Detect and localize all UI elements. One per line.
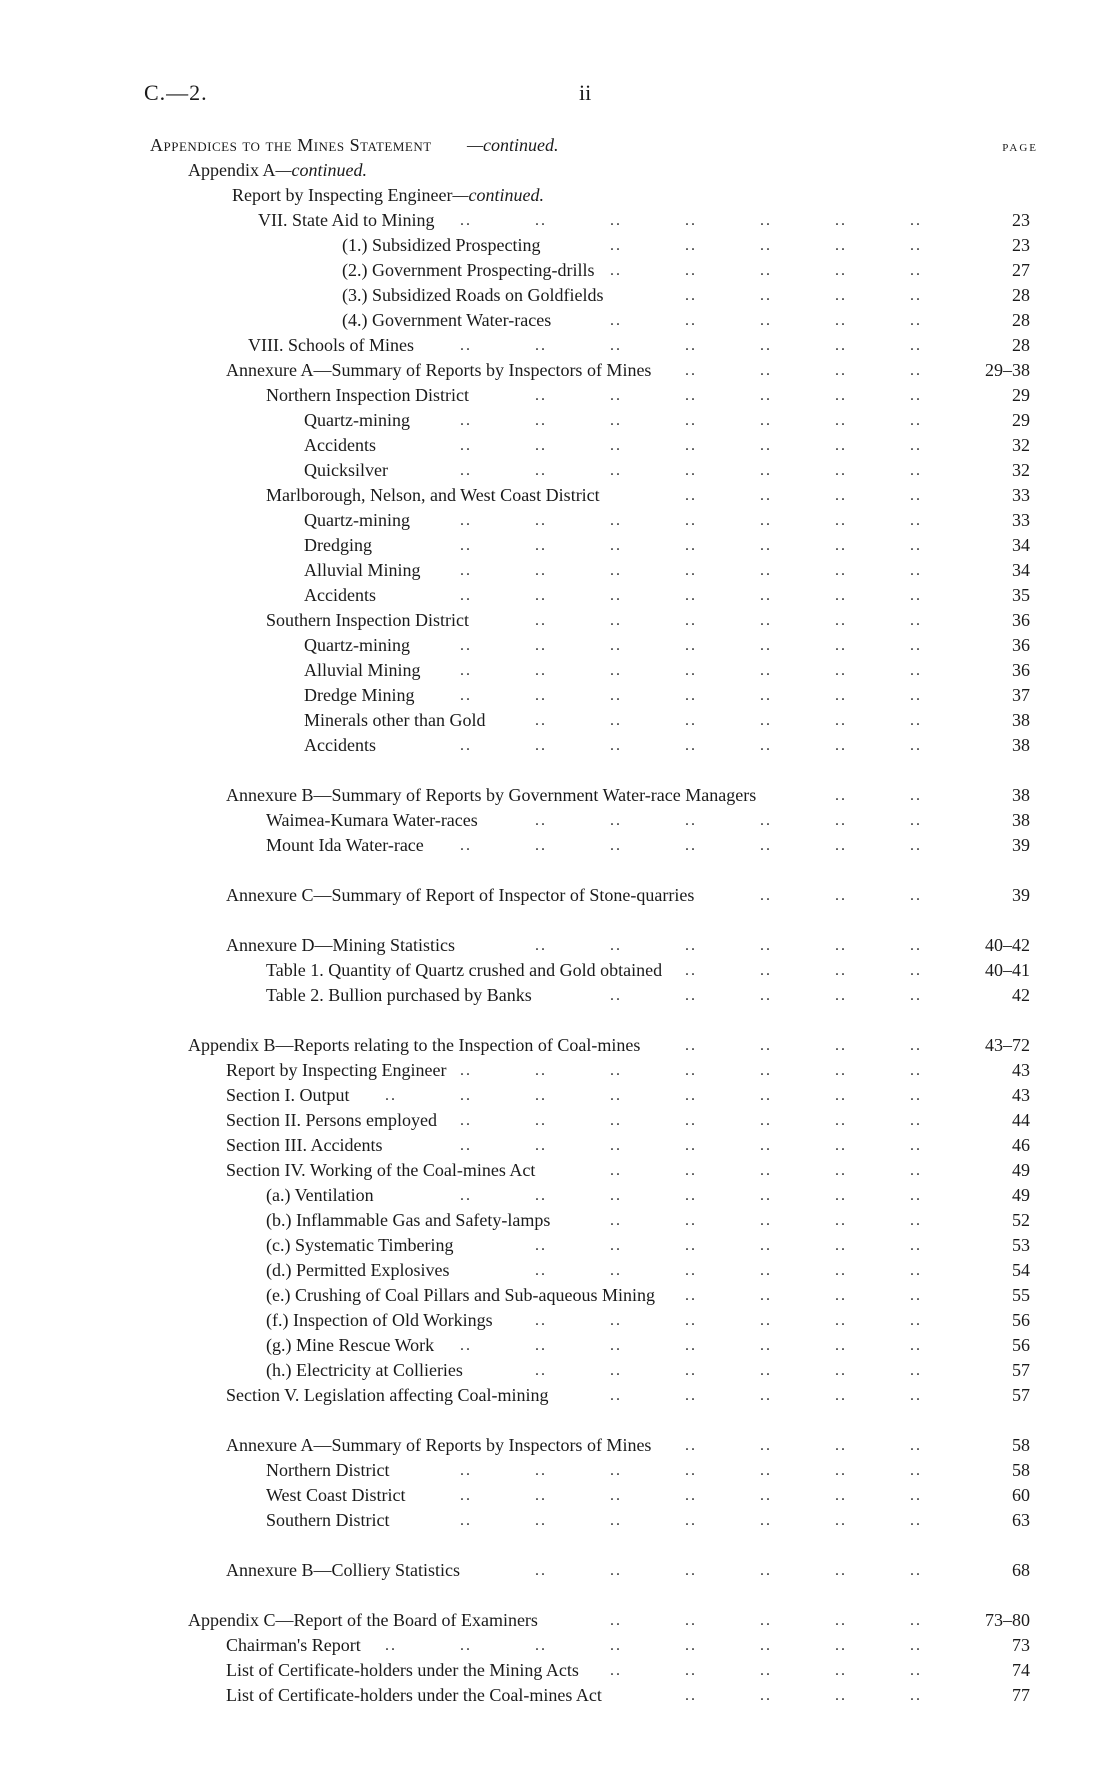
toc-entry-page: 56 [1012, 1310, 1030, 1330]
toc-entry-title: Report by Inspecting Engineer—continued. [232, 185, 544, 205]
toc-entry: Quartz-mining 29 .. .. .. .. .. .. .. [0, 408, 1114, 433]
toc-entry-page: 34 [1012, 560, 1030, 580]
toc-entry-title: Minerals other than Gold [304, 710, 486, 730]
toc-entry: Chairman's Report 73 .. .. .. .. .. .. .. .. [0, 1633, 1114, 1658]
toc-entry-title: Quartz-mining [304, 410, 410, 430]
toc-entry: Dredge Mining 37 .. .. .. .. .. .. .. [0, 683, 1114, 708]
toc-entry: Quartz-mining 33 .. .. .. .. .. .. .. [0, 508, 1114, 533]
toc-entry-title: Accidents [304, 585, 376, 605]
toc-entry-title: Section II. Persons employed [226, 1110, 437, 1130]
toc-entry-title: Section III. Accidents [226, 1135, 383, 1155]
toc-entry: Annexure C—Summary of Report of Inspector of Stone-quarries 39 .. .. .. [0, 883, 1114, 908]
toc-entry-title: Accidents [304, 435, 376, 455]
toc-entry: Appendix B—Reports relating to the Inspection of Coal-mines 43–72 .. .. .. .. [0, 1033, 1114, 1058]
toc-entry-page: 53 [1012, 1235, 1030, 1255]
toc-entry-title: VII. State Aid to Mining [258, 210, 435, 230]
toc-entry-page: 23 [1012, 210, 1030, 230]
toc-entry: Northern District 58 .. .. .. .. .. .. .. [0, 1458, 1114, 1483]
toc-entry: (c.) Systematic Timbering 53 .. .. .. .. .. .. [0, 1233, 1114, 1258]
toc-entry-title: Waimea-Kumara Water-races [266, 810, 478, 830]
toc-entry: Waimea-Kumara Water-races 38 .. .. .. .. .. .. [0, 808, 1114, 833]
toc-entry-continued: —continued. [275, 160, 367, 180]
toc-entry-title: Northern District [266, 1460, 390, 1480]
toc-entry: Quicksilver 32 .. .. .. .. .. .. .. [0, 458, 1114, 483]
toc-entry: Northern Inspection District 29 .. .. .. .. .. .. [0, 383, 1114, 408]
page-number: ii [579, 80, 592, 105]
toc-entry-page: 29 [1012, 385, 1030, 405]
toc-entry-title: Report by Inspecting Engineer [226, 1060, 447, 1080]
toc-entry-title: Appendix A—continued. [188, 160, 367, 180]
toc-entry-continued: —continued. [452, 185, 544, 205]
toc-entry-page: 49 [1012, 1160, 1030, 1180]
toc-entry: Section I. Output 43 .. .. .. .. .. .. .. .. [0, 1083, 1114, 1108]
toc-entry-page: 54 [1012, 1260, 1030, 1280]
toc-entry-page: 28 [1012, 335, 1030, 355]
toc-entry-title: Table 1. Quantity of Quartz crushed and Gold obtained [266, 960, 663, 980]
toc-entry-title: Appendix B—Reports relating to the Inspection of Coal-mines [188, 1035, 641, 1055]
toc-entry-page: 42 [1012, 985, 1030, 1005]
toc-entry-title: Annexure D—Mining Statistics [226, 935, 455, 955]
toc-entry-title: (h.) Electricity at Collieries [266, 1360, 463, 1380]
toc-entry: Annexure A—Summary of Reports by Inspectors of Mines 58 .. .. .. .. [0, 1433, 1114, 1458]
toc-entry-title: (f.) Inspection of Old Workings [266, 1310, 493, 1330]
toc-entry-page: 73–80 [985, 1610, 1030, 1630]
toc-entry-page: 36 [1012, 660, 1030, 680]
toc-entry-page: 38 [1012, 735, 1030, 755]
toc-entry-title: Annexure A—Summary of Reports by Inspectors of Mines [226, 1435, 652, 1455]
toc-entry: (3.) Subsidized Roads on Goldfields 28 .. .. .. .. [0, 283, 1114, 308]
toc-entry: Section III. Accidents 46 .. .. .. .. .. .. .. [0, 1133, 1114, 1158]
toc-entry-title: Southern Inspection District [266, 610, 469, 630]
toc-entry: Section IV. Working of the Coal-mines Act 49 .. .. .. .. .. [0, 1158, 1114, 1183]
toc-entry-page: 63 [1012, 1510, 1030, 1530]
toc-entry-page: 28 [1012, 310, 1030, 330]
toc-entry: Annexure D—Mining Statistics 40–42 .. .. .. .. .. .. [0, 933, 1114, 958]
toc-entry-title: Southern District [266, 1510, 390, 1530]
toc-entry: Southern Inspection District 36 .. .. .. .. .. .. [0, 608, 1114, 633]
toc-entry-page: 38 [1012, 710, 1030, 730]
toc-entry-title: Quicksilver [304, 460, 388, 480]
toc-entry [0, 183, 1114, 208]
toc-entry-title: Chairman's Report [226, 1635, 361, 1655]
toc-entry-page: 73 [1012, 1635, 1030, 1655]
toc-entry-page: 43–72 [985, 1035, 1030, 1055]
toc-entry: (h.) Electricity at Collieries 57 .. .. .. .. .. .. [0, 1358, 1114, 1383]
toc-entry-page: 44 [1012, 1110, 1030, 1130]
toc-entry-page: 29–38 [985, 360, 1030, 380]
toc-entry-page: 32 [1012, 460, 1030, 480]
toc-entry-page: 57 [1012, 1360, 1030, 1380]
section-heading-text: Appendices to the Mines Statement [150, 135, 432, 155]
toc-entry-title: Annexure A—Summary of Reports by Inspectors of Mines [226, 360, 652, 380]
toc-entry-page: 39 [1012, 835, 1030, 855]
toc-entry-page: 40–42 [985, 935, 1030, 955]
toc-entry-page: 37 [1012, 685, 1030, 705]
toc-entry-page: 23 [1012, 235, 1030, 255]
toc-entry-page: 77 [1012, 1685, 1030, 1705]
toc-entry-title: Dredging [304, 535, 372, 555]
toc-entry: Southern District 63 .. .. .. .. .. .. .. [0, 1508, 1114, 1533]
document-code: C.—2. [144, 80, 208, 105]
toc-entry-title: Marlborough, Nelson, and West Coast District [266, 485, 600, 505]
toc-entry-page: 58 [1012, 1435, 1030, 1455]
toc-entry: (b.) Inflammable Gas and Safety-lamps 52 .. .. .. .. .. [0, 1208, 1114, 1233]
toc-entry-title: (d.) Permitted Explosives [266, 1260, 450, 1280]
toc-entry-title: Section V. Legislation affecting Coal-mining [226, 1385, 549, 1405]
toc-entry-title: Appendix C—Report of the Board of Examiners [188, 1610, 538, 1630]
toc-entry-page: 46 [1012, 1135, 1030, 1155]
section-heading-cont: —continued. [467, 135, 559, 155]
toc-entry: (e.) Crushing of Coal Pillars and Sub-aqueous Mining 55 .. .. .. .. [0, 1283, 1114, 1308]
toc-entry-title: (b.) Inflammable Gas and Safety-lamps [266, 1210, 551, 1230]
toc-entry: (1.) Subsidized Prospecting 23 .. .. .. .. .. [0, 233, 1114, 258]
toc-entry-page: 29 [1012, 410, 1030, 430]
toc-entry-title: (2.) Government Prospecting-drills [342, 260, 595, 280]
toc-entry: Table 1. Quantity of Quartz crushed and Gold obtained 40–41 .. .. .. .. [0, 958, 1114, 983]
toc-entry: Alluvial Mining 36 .. .. .. .. .. .. .. [0, 658, 1114, 683]
toc-entry-title: Quartz-mining [304, 635, 410, 655]
toc-entry: (2.) Government Prospecting-drills 27 .. .. .. .. .. [0, 258, 1114, 283]
toc-entry: Annexure A—Summary of Reports by Inspectors of Mines 29–38 .. .. .. .. [0, 358, 1114, 383]
toc-entry-page: 57 [1012, 1385, 1030, 1405]
toc-entry-title: Annexure B—Summary of Reports by Government Water-race Managers [226, 785, 757, 805]
toc-entry-title: Alluvial Mining [304, 660, 421, 680]
toc-entry: (4.) Government Water-races 28 .. .. .. .. .. [0, 308, 1114, 333]
toc-entry-page: 35 [1012, 585, 1030, 605]
toc-entry: VII. State Aid to Mining 23 .. .. .. .. .. .. .. [0, 208, 1114, 233]
toc-entry-page: 58 [1012, 1460, 1030, 1480]
toc-entry: Mount Ida Water-race 39 .. .. .. .. .. .. .. [0, 833, 1114, 858]
toc-entry: (d.) Permitted Explosives 54 .. .. .. .. .. .. [0, 1258, 1114, 1283]
toc-entry-title: Quartz-mining [304, 510, 410, 530]
toc-entry-page: 28 [1012, 285, 1030, 305]
toc-entry-title: Alluvial Mining [304, 560, 421, 580]
toc-entry-title: (1.) Subsidized Prospecting [342, 235, 541, 255]
toc-entry: Section II. Persons employed 44 .. .. .. .. .. .. .. [0, 1108, 1114, 1133]
toc-entry: Minerals other than Gold 38 .. .. .. .. .. .. [0, 708, 1114, 733]
toc-entry-page: 49 [1012, 1185, 1030, 1205]
toc-entry-title: VIII. Schools of Mines [248, 335, 414, 355]
toc-entry: West Coast District 60 .. .. .. .. .. .. .. [0, 1483, 1114, 1508]
toc-entry: (g.) Mine Rescue Work 56 .. .. .. .. .. .. .. [0, 1333, 1114, 1358]
toc-entry: List of Certificate-holders under the Coal-mines Act 77 .. .. .. .. [0, 1683, 1114, 1708]
toc-entry-page: 34 [1012, 535, 1030, 555]
toc-entry-title: Table 2. Bullion purchased by Banks [266, 985, 532, 1005]
toc-entry: Accidents 35 .. .. .. .. .. .. .. [0, 583, 1114, 608]
toc-entry-page: 68 [1012, 1560, 1030, 1580]
toc-entry: Table 2. Bullion purchased by Banks 42 .. .. .. .. .. [0, 983, 1114, 1008]
toc-entry-page: 55 [1012, 1285, 1030, 1305]
toc-entry: Quartz-mining 36 .. .. .. .. .. .. .. [0, 633, 1114, 658]
toc-entry-page: 36 [1012, 635, 1030, 655]
toc-entry: Annexure B—Summary of Reports by Government Water-race Managers 38 .. .. [0, 783, 1114, 808]
toc-entry: Accidents 38 .. .. .. .. .. .. .. [0, 733, 1114, 758]
page-column-label: PAGE [1002, 142, 1038, 154]
toc-entry-title: Northern Inspection District [266, 385, 469, 405]
toc-entry-page: 43 [1012, 1060, 1030, 1080]
toc-entry: Alluvial Mining 34 .. .. .. .. .. .. .. [0, 558, 1114, 583]
toc-entry-title: (e.) Crushing of Coal Pillars and Sub-aqueous Mining [266, 1285, 655, 1305]
toc-entry-title: (c.) Systematic Timbering [266, 1235, 454, 1255]
toc-entry-title: Annexure C—Summary of Report of Inspector of Stone-quarries [226, 885, 695, 905]
toc-entry-page: 74 [1012, 1660, 1030, 1680]
toc-entry-page: 52 [1012, 1210, 1030, 1230]
toc-entry-page: 38 [1012, 810, 1030, 830]
toc-entry-title: List of Certificate-holders under the Mining Acts [226, 1660, 579, 1680]
toc-entry-page: 33 [1012, 485, 1030, 505]
toc-entry: List of Certificate-holders under the Mining Acts 74 .. .. .. .. .. [0, 1658, 1114, 1683]
toc-entry-title: (g.) Mine Rescue Work [266, 1335, 435, 1355]
toc-entry-title: Section IV. Working of the Coal-mines Act [226, 1160, 536, 1180]
toc-entry: Section V. Legislation affecting Coal-mining 57 .. .. .. .. .. [0, 1383, 1114, 1408]
toc-entry: Appendix C—Report of the Board of Examiners 73–80 .. .. .. .. .. [0, 1608, 1114, 1633]
toc-entry-page: 32 [1012, 435, 1030, 455]
toc-entry-title: (a.) Ventilation [266, 1185, 374, 1205]
toc-entry: (f.) Inspection of Old Workings 56 .. .. .. .. .. .. [0, 1308, 1114, 1333]
toc-entry-page: 36 [1012, 610, 1030, 630]
toc-entry-page: 27 [1012, 260, 1030, 280]
toc-entry-page: 56 [1012, 1335, 1030, 1355]
toc-entry-title: (3.) Subsidized Roads on Goldfields [342, 285, 604, 305]
toc-entry: Accidents 32 .. .. .. .. .. .. .. [0, 433, 1114, 458]
toc-entry: (a.) Ventilation 49 .. .. .. .. .. .. .. [0, 1183, 1114, 1208]
toc-entry: Dredging 34 .. .. .. .. .. .. .. [0, 533, 1114, 558]
toc-entry-title: Section I. Output [226, 1085, 350, 1105]
toc-entry: VIII. Schools of Mines 28 .. .. .. .. .. .. .. [0, 333, 1114, 358]
toc-entry-title: West Coast District [266, 1485, 406, 1505]
toc-entry-page: 40–41 [985, 960, 1030, 980]
toc-entry: Marlborough, Nelson, and West Coast District 33 .. .. .. .. [0, 483, 1114, 508]
toc-entry-page: 38 [1012, 785, 1030, 805]
toc-entry [0, 158, 1114, 183]
toc-entry-title: Dredge Mining [304, 685, 415, 705]
toc-entry-title: Mount Ida Water-race [266, 835, 424, 855]
toc-entry-title: Annexure B—Colliery Statistics [226, 1560, 460, 1580]
toc-entry-title: (4.) Government Water-races [342, 310, 552, 330]
toc-entry-title: Accidents [304, 735, 376, 755]
toc-entry-page: 33 [1012, 510, 1030, 530]
toc-entry-page: 43 [1012, 1085, 1030, 1105]
section-heading [0, 133, 1114, 158]
toc-entry: Report by Inspecting Engineer 43 .. .. .. .. .. .. .. [0, 1058, 1114, 1083]
toc-entry-page: 39 [1012, 885, 1030, 905]
toc-entry: Annexure B—Colliery Statistics 68 .. .. .. .. .. .. [0, 1558, 1114, 1583]
toc-entry-page: 60 [1012, 1485, 1030, 1505]
toc-entry-title: List of Certificate-holders under the Coal-mines Act [226, 1685, 602, 1705]
